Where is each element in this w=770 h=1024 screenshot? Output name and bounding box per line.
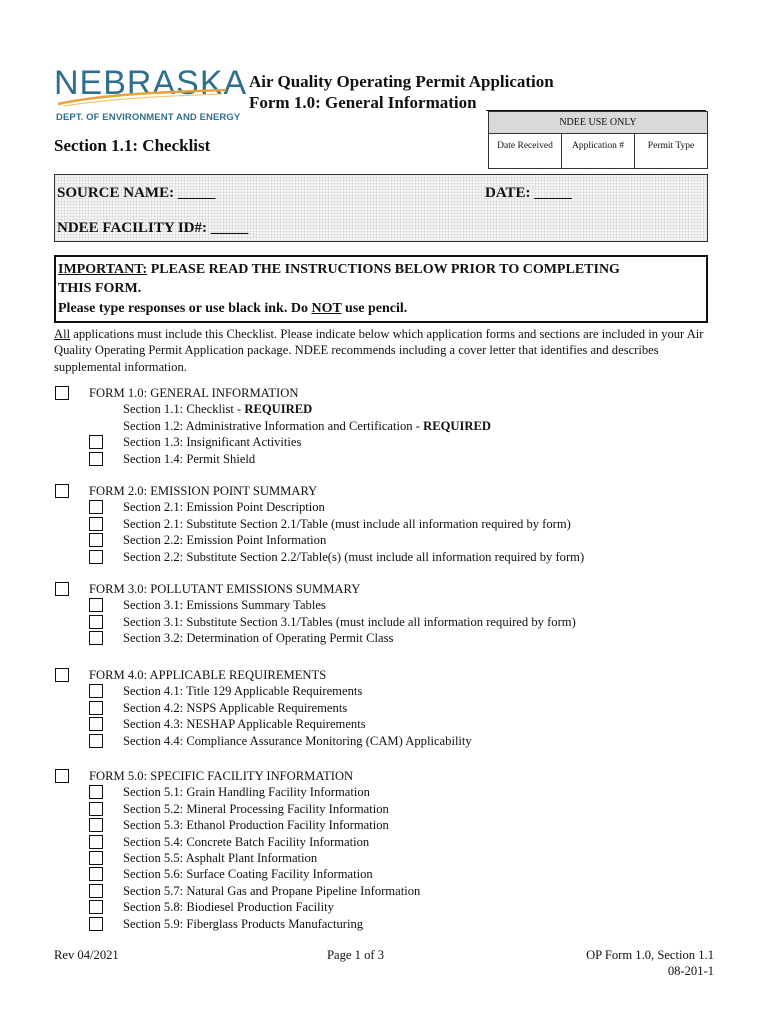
checklist-item: [123, 683, 362, 699]
section-checkbox[interactable]: [89, 835, 103, 849]
checklist-item: [123, 916, 363, 932]
checklist-item: [123, 532, 326, 548]
checklist-item: [123, 418, 491, 434]
checklist-item-text: Section 5.8: Biodiesel Production Facility: [123, 900, 334, 915]
source-info-box: [54, 174, 708, 242]
form-3-checkbox[interactable]: [55, 582, 69, 596]
footer-revision: Rev 04/2021: [54, 948, 119, 962]
form-1-checkbox[interactable]: [55, 386, 69, 400]
form-1-title: FORM 1.0: GENERAL INFORMATION: [89, 386, 299, 400]
checklist-item-text: Section 2.2: Emission Point Information: [123, 533, 327, 548]
checklist-item: [123, 451, 255, 467]
section-title: Section 1.1: Checklist: [54, 136, 211, 155]
checklist-item: [123, 700, 347, 716]
logo-wordmark: NEBRASKA: [54, 64, 248, 102]
form-4-title: FORM 4.0: APPLICABLE REQUIREMENTS: [89, 668, 327, 682]
important-line3: [58, 301, 407, 317]
footer-form-code: 08-201-1: [667, 964, 714, 978]
form-5-title: FORM 5.0: SPECIFIC FACILITY INFORMATION: [89, 769, 354, 783]
checklist-item-text: Section 3.1: Emissions Summary Tables: [123, 598, 326, 613]
checklist-item-text: Section 1.1: Checklist -: [123, 402, 245, 417]
checklist-item-text: Section 1.3: Insignificant Activities: [123, 435, 302, 450]
required-label: REQUIRED: [244, 402, 313, 417]
checklist-item-text: Section 5.7: Natural Gas and Propane Pipeline Information: [123, 883, 421, 898]
date-field[interactable]: DATE: _____: [485, 185, 572, 201]
section-checkbox[interactable]: [89, 452, 103, 466]
checklist-item: [123, 434, 301, 450]
checklist-item-text: Section 5.1: Grain Handling Facility Information: [123, 785, 370, 800]
checklist-item: [123, 401, 312, 417]
checklist-item-text: Section 5.2: Mineral Processing Facility Information: [123, 801, 389, 816]
important-not: NOT: [311, 301, 342, 316]
checklist-item-text: Section 5.9: Fiberglass Products Manufacturing: [123, 916, 364, 931]
checklist-item: [123, 850, 317, 866]
form-5-checkbox[interactable]: [55, 769, 69, 783]
intro-paragraph: [54, 326, 714, 375]
checklist-item: [123, 784, 370, 800]
logo-subtitle: DEPT. OF ENVIRONMENT AND ENERGY: [56, 112, 241, 123]
checklist-item-text: Section 2.1: Emission Point Description: [123, 500, 325, 515]
checklist-item: [123, 899, 334, 915]
source-name-field[interactable]: SOURCE NAME: _____: [57, 185, 216, 201]
section-checkbox[interactable]: [89, 684, 103, 698]
form-title-line2: Form 1.0: General Information: [249, 93, 477, 112]
ndee-date-received[interactable]: Date Received: [489, 134, 562, 168]
intro-all: All: [54, 327, 71, 341]
checklist-item: [123, 549, 584, 565]
section-checkbox[interactable]: [89, 867, 103, 881]
checklist-item-text: Section 2.1: Substitute Section 2.1/Table (must include all information required by form): [123, 516, 571, 531]
important-line3-post: use pencil.: [341, 301, 408, 316]
checklist-item: [123, 597, 326, 613]
facility-id-field[interactable]: NDEE FACILITY ID#: _____: [57, 220, 249, 236]
checklist-item-text: Section 2.2: Substitute Section 2.2/Table(s) (must include all information required by form): [123, 549, 585, 564]
checklist-item: [123, 834, 369, 850]
section-checkbox[interactable]: [89, 550, 103, 564]
important-line1: [58, 262, 620, 278]
ndee-heading: NDEE USE ONLY: [489, 112, 707, 134]
section-checkbox[interactable]: [89, 435, 103, 449]
checklist-item: [123, 883, 420, 899]
intro-text: applications must include this Checklist. Please indicate below which application forms and sections are included in your Air Quality Operating Permit Application package. NDEE recommends including a cover letter that identifies and describes supplemental information.: [54, 327, 704, 374]
section-checkbox[interactable]: [89, 598, 103, 612]
checklist-item-text: Section 3.2: Determination of Operating Permit Class: [123, 631, 394, 646]
section-checkbox[interactable]: [89, 701, 103, 715]
section-checkbox[interactable]: [89, 500, 103, 514]
checklist-item: [123, 614, 576, 630]
checklist-item: [123, 866, 373, 882]
checklist-item: [123, 499, 325, 515]
checklist-item-text: Section 3.1: Substitute Section 3.1/Tables (must include all information required by form): [123, 614, 576, 629]
ndee-application-number[interactable]: Application #: [562, 134, 635, 168]
checklist-item: [123, 516, 571, 532]
checklist-item: [123, 817, 389, 833]
logo-swoosh-icon: [54, 86, 229, 110]
section-checkbox[interactable]: [89, 884, 103, 898]
important-notice: [54, 255, 708, 323]
checklist-item: [123, 733, 472, 749]
important-line2: THIS FORM.: [58, 281, 142, 296]
nebraska-logo: [54, 64, 248, 126]
required-label: REQUIRED: [423, 418, 491, 433]
section-checkbox[interactable]: [89, 615, 103, 629]
checklist-item-text: Section 4.3: NESHAP Applicable Requirements: [123, 717, 366, 732]
checklist-item: [123, 801, 389, 817]
form-2-checkbox[interactable]: [55, 484, 69, 498]
checklist-item-text: Section 4.1: Title 129 Applicable Requirements: [123, 684, 363, 699]
section-checkbox[interactable]: [89, 917, 103, 931]
footer-page-number: Page 1 of 3: [327, 948, 385, 962]
checklist-item: [123, 716, 366, 732]
section-checkbox[interactable]: [89, 734, 103, 748]
important-line3-pre: Please type responses or use black ink. Do: [58, 301, 312, 316]
section-checkbox[interactable]: [89, 533, 103, 547]
checklist-item-text: Section 1.2: Administrative Information and Certification -: [123, 418, 424, 433]
section-checkbox[interactable]: [89, 802, 103, 816]
important-label: IMPORTANT:: [58, 262, 148, 277]
checklist-item-text: Section 5.5: Asphalt Plant Information: [123, 851, 318, 865]
checklist-item: [123, 630, 393, 646]
section-checkbox[interactable]: [89, 900, 103, 914]
section-checkbox[interactable]: [89, 851, 103, 865]
checklist-item-text: Section 1.4: Permit Shield: [123, 451, 256, 466]
footer-form-ref: OP Form 1.0, Section 1.1: [586, 948, 714, 962]
form-title-line1: Air Quality Operating Permit Application: [249, 72, 554, 91]
section-checkbox[interactable]: [89, 785, 103, 799]
checklist-item-text: Section 5.4: Concrete Batch Facility Information: [123, 834, 370, 849]
checklist-item-text: Section 4.4: Compliance Assurance Monitoring (CAM) Applicability: [123, 733, 472, 748]
form-4-checkbox[interactable]: [55, 668, 69, 682]
ndee-use-only-box: [488, 111, 708, 169]
section-checkbox[interactable]: [89, 517, 103, 531]
ndee-permit-type[interactable]: Permit Type: [647, 141, 695, 151]
checklist-item-text: Section 5.3: Ethanol Production Facility Information: [123, 818, 389, 833]
checklist-item-text: Section 5.6: Surface Coating Facility Information: [123, 867, 373, 882]
section-checkbox[interactable]: [89, 717, 103, 731]
section-checkbox[interactable]: [89, 631, 103, 645]
section-checkbox[interactable]: [89, 818, 103, 832]
checklist-item-text: Section 4.2: NSPS Applicable Requirements: [123, 700, 348, 715]
form-2-title: FORM 2.0: EMISSION POINT SUMMARY: [89, 484, 318, 498]
important-line1-text: PLEASE READ THE INSTRUCTIONS BELOW PRIOR TO COMPLETING: [147, 262, 620, 277]
form-3-title: FORM 3.0: POLLUTANT EMISSIONS SUMMARY: [89, 582, 361, 596]
